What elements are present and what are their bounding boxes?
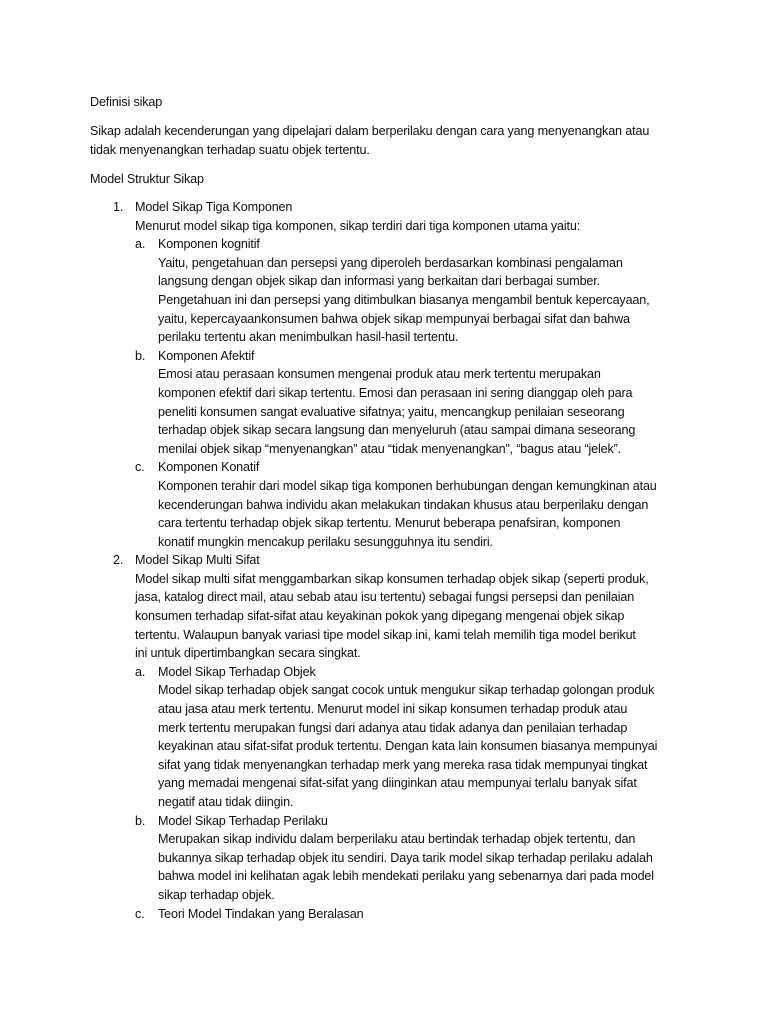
list-item-1 (90, 198, 710, 551)
subitem-line: merk tertentu merupakan fungsi dari adanya atau tidak adanya dan penilaian terhadap (158, 720, 628, 735)
paragraph-line: Sikap adalah kecenderungan yang dipelajari dalam berperilaku dengan cara yang menyenangkan atau (90, 124, 650, 138)
subitem-title: Komponen kognitif (158, 237, 260, 252)
subitem-line: langsung dengan objek sikap dan informasi yang berkaitan dari berbagai sumber. (158, 274, 600, 289)
subitem-letter: c. (135, 906, 145, 921)
item-intro-line: konsumen terhadap sifat-sifat atau keyakinan pokok yang dipegang mengenai objek sikap (135, 609, 625, 624)
subitem-line: yang memadai mengenai sifat-sifat yang diinginkan atau mempunyai terlalu banyak sifat (158, 776, 637, 791)
subitem-1b (135, 347, 710, 459)
item-intro-line: Menurut model sikap tiga komponen, sikap terdiri dari tiga komponen utama yaitu: (135, 218, 581, 233)
subitem-title: Komponen Konatif (158, 460, 260, 475)
subitem-title: Komponen Afektif (158, 348, 255, 363)
subitem-letter: a. (135, 237, 146, 252)
item-intro-line: Model sikap multi sifat menggambarkan sikap konsumen terhadap objek sikap (seperti produk, (135, 571, 649, 586)
list-number: 1. (113, 200, 124, 214)
subitem-letter: a. (135, 664, 146, 679)
subitem-line: negatif atau tidak diingin. (158, 795, 294, 809)
subitem-line: atau jasa atau merk tertentu. Menurut model ini sikap konsumen terhadap produk atau (158, 702, 628, 717)
subitem-line: Yaitu, pengetahuan dan persepsi yang diperoleh berdasarkan kombinasi pengalaman (158, 255, 623, 270)
numbered-list (90, 198, 710, 923)
subitem-line: konatif mungkin mencakup perilaku sesungguhnya itu sendiri. (158, 534, 493, 549)
heading-definisi-sikap: Definisi sikap (90, 95, 163, 109)
list-item-2 (90, 551, 710, 923)
subitem-2b (135, 812, 710, 905)
subitem-letter: c. (135, 460, 145, 475)
subitem-title: Teori Model Tindakan yang Beralasan (158, 906, 364, 921)
subitem-1a (135, 235, 710, 347)
subitem-line: sikap terhadap objek. (158, 887, 275, 902)
subitem-line: sifat yang tidak menyenangkan terhadap merk yang mereka rasa tidak mempunyai tingkat (158, 757, 648, 772)
subitem-line: menilai objek sikap “menyenangkan” atau “tidak menyenangkan”, “bagus atau “jelek”. (158, 441, 622, 456)
subitem-line: bukannya sikap terhadap objek itu sendiri. Daya tarik model sikap terhadap perilaku adalah (158, 850, 653, 865)
subitem-title: Model Sikap Terhadap Perilaku (158, 813, 328, 828)
subitem-line: peneliti konsumen sangat evaluative sifatnya; yaitu, mencangkup penilaian seseorang (158, 404, 625, 419)
item-intro-line: ini untuk dipertimbangkan secara singkat. (135, 646, 361, 661)
list-number: 2. (113, 553, 124, 568)
subitem-line: cara tertentu terhadap objek sikap tertentu. Menurut beberapa penafsiran, komponen (158, 516, 621, 531)
subitem-line: terhadap objek sikap secara langsung dan menyeluruh (atau sampai dimana seseorang (158, 423, 636, 438)
subitem-2a (135, 663, 710, 812)
subitem-letter: b. (135, 348, 146, 363)
subitem-line: perilaku tertentu akan menimbulkan hasil-hasil tertentu. (158, 330, 459, 345)
subitem-line: keyakinan atau sifat-sifat produk tertentu. Dengan kata lain konsumen biasanya mempunyai (158, 739, 658, 754)
paragraph-line: tidak menyenangkan terhadap suatu objek tertentu. (90, 142, 370, 157)
subitem-line: kecenderungan bahwa individu akan melakukan tindakan khusus atau berperilaku dengan (158, 497, 649, 512)
subitem-line: bahwa model ini kelihatan agak lebih mendekati perilaku yang sebenarnya dari pada model (158, 869, 654, 884)
subitem-1c (135, 458, 710, 551)
subitem-letter: b. (135, 813, 146, 828)
subitem-line: Komponen terahir dari model sikap tiga komponen berhubungan dengan kemungkinan atau (158, 478, 657, 493)
item-intro-line: jasa, katalog direct mail, atau sebab atau isu tertentu) sebagai fungsi persepsi dan penilaian (135, 590, 635, 605)
subitem-2c (135, 905, 710, 924)
subitem-line: Emosi atau perasaan konsumen mengenai produk atau merk tertentu merupakan (158, 367, 601, 382)
subitem-line: Pengetahuan ini dan persepsi yang ditimbulkan biasanya mengambil bentuk kepercayaan, (158, 292, 650, 307)
subitem-line: Model sikap terhadap objek sangat cocok untuk mengukur sikap terhadap golongan produk (158, 683, 655, 698)
subitem-title: Model Sikap Terhadap Objek (158, 664, 316, 679)
definition-paragraph (90, 122, 710, 159)
item-intro-line: tertentu. Walaupun banyak variasi tipe model sikap ini, kami telah memilih tiga model berikut (135, 627, 636, 642)
heading-model-struktur-sikap: Model Struktur Sikap (90, 172, 204, 186)
subitem-line: yaitu, kepercayaankonsumen bahwa objek sikap mempunyai berbagai sifat dan bahwa (158, 311, 630, 326)
subitem-line: Merupakan sikap individu dalam berperilaku atau bertindak terhadap objek tertentu, dan (158, 832, 636, 847)
subitem-line: komponen efektif dari sikap tertentu. Emosi dan perasaan ini sering dianggap oleh para (158, 385, 633, 400)
item-title: Model Sikap Multi Sifat (135, 553, 260, 568)
item-title: Model Sikap Tiga Komponen (135, 200, 293, 214)
